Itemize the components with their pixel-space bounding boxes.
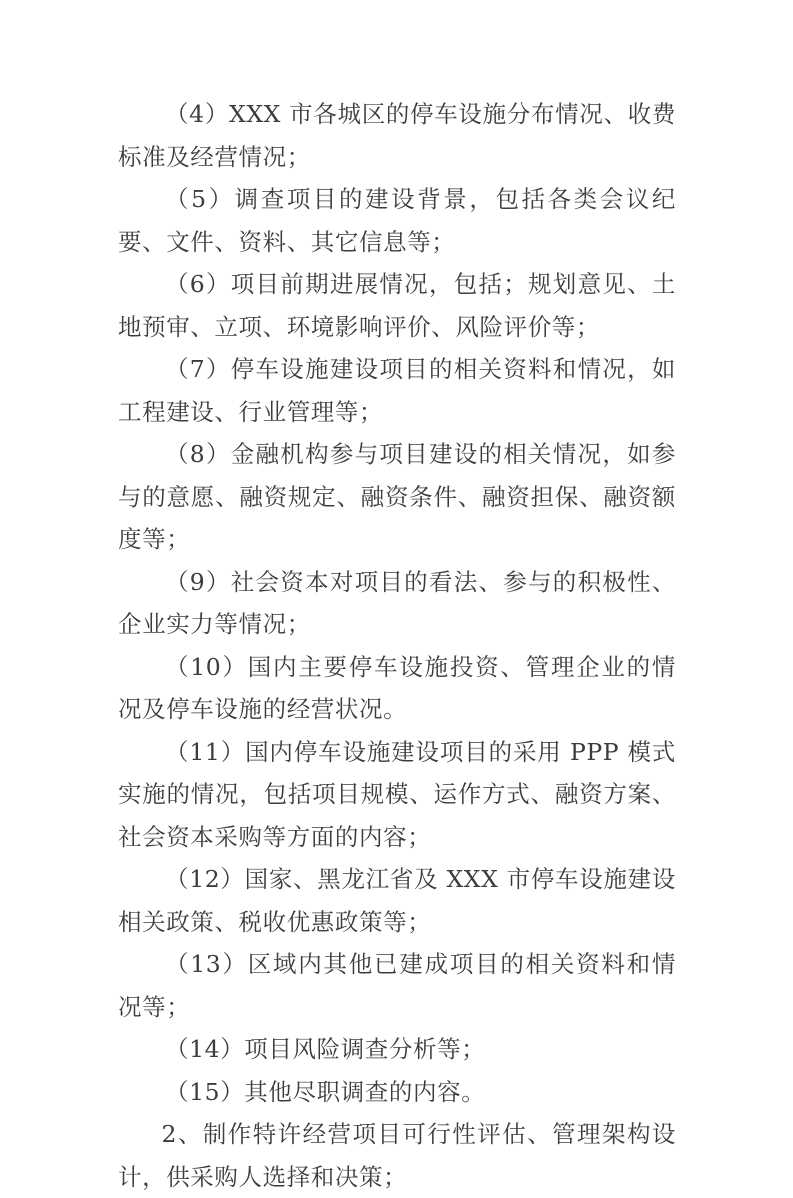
paragraph-item-11: （11）国内停车设施建设项目的采用 PPP 模式实施的情况，包括项目规模、运作方式、融资方案、社会资本采购等方面的内容； [118,737,676,851]
paragraph-item-14: （14）项目风险调查分析等； [165,1035,486,1063]
paragraph-item-13: （13）区域内其他已建成项目的相关资料和情况等； [118,950,676,1021]
paragraph-item-5: （5）调查项目的建设背景，包括各类会议纪要、文件、资料、其它信息等； [118,185,676,256]
document-body [118,93,676,1198]
paragraph-item-15: （15）其他尽职调查的内容。 [165,1077,486,1106]
paragraph-item-12: （12）国家、黑龙江省及 XXX 市停车设施建设相关政策、税收优惠政策等； [118,865,676,936]
paragraph-clause-2: 2、制作特许经营项目可行性评估、管理架构设计，供采购人选择和决策； [118,1120,676,1191]
paragraph-item-7: （7）停车设施建设项目的相关资料和情况，如工程建设、行业管理等； [118,355,676,426]
paragraph-item-8: （8）金融机构参与项目建设的相关情况，如参与的意愿、融资规定、融资条件、融资担保、融资额度等； [118,440,676,553]
paragraph-item-6: （6）项目前期进展情况，包括；规划意见、土地预审、立项、环境影响评价、风险评价等； [118,270,676,341]
paragraph-item-9: （9）社会资本对项目的看法、参与的积极性、企业实力等情况； [118,567,676,638]
paragraph-item-4: （4）XXX 市各城区的停车设施分布情况、收费标准及经营情况； [118,100,676,171]
paragraph-item-10: （10）国内主要停车设施投资、管理企业的情况及停车设施的经营状况。 [118,652,676,723]
